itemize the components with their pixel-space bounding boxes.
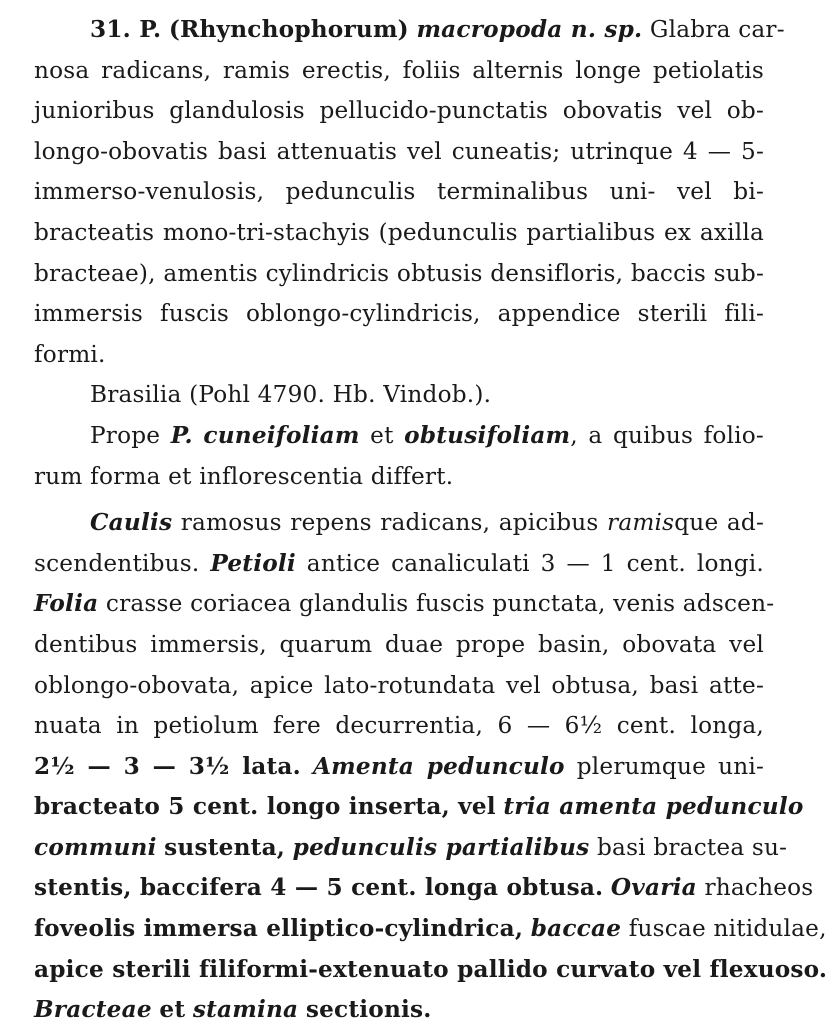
term-petioli: Petioli	[210, 549, 296, 577]
diagnosis-line-5: immerso-venulosis, pedunculis terminalibus uni- vel bi-	[34, 178, 764, 206]
locality-text: Brasilia (Pohl 4790. Hb. Vindob.).	[90, 381, 492, 409]
et-text: et	[159, 996, 186, 1024]
measurement-lata: 2½ — 3 — 3½ lata.	[34, 752, 301, 780]
diagnosis-line-9: formi.	[34, 340, 106, 368]
term-stamina: stamina	[192, 996, 299, 1024]
term-communi: communi	[34, 833, 157, 861]
species-number: 31. P.	[90, 16, 162, 43]
description-line-7	[34, 747, 764, 788]
diagnosis-start: Glabra car-	[649, 16, 785, 43]
baccifera-text: stentis, baccifera 4 — 5 cent. longa obtusa.	[34, 874, 604, 902]
diagnosis-line-4: longo-obovatis basi attenuatis vel cuneatis; utrinque 4 — 5-	[34, 137, 764, 165]
affinity-rest: , a quibus folio-	[570, 421, 764, 449]
affinity-line-2: rum forma et inflorescentia differt.	[34, 462, 454, 490]
diagnosis-line-6: bracteatis mono-tri-stachyis (pedunculis partialibus ex axilla	[34, 218, 764, 246]
description-line-5: oblongo-obovata, apice lato-rotundata vel obtusa, basi atte-	[34, 671, 764, 699]
term-bracteae: Bracteae	[34, 996, 152, 1024]
affinity-prope: Prope	[90, 421, 161, 449]
petioli-text: antice canaliculati 3 — 1 cent. longi.	[306, 549, 764, 577]
term-ramis: ramis	[607, 509, 675, 537]
fuscae-text: fuscae nitidulae,	[628, 915, 827, 943]
bractea-text: basi bractea su-	[597, 833, 788, 861]
affinity-genus: P.	[170, 421, 193, 449]
term-pedunculis: pedunculis partialibus	[292, 833, 590, 861]
diagnosis-line-8: immersis fuscis oblongo-cylindricis, appendice sterili fili-	[34, 300, 764, 328]
term-amenta: Amenta pedunculo	[312, 752, 565, 780]
affinity-et: et	[370, 421, 394, 449]
term-ovaria: Ovaria	[610, 874, 697, 902]
locality-line	[34, 375, 764, 416]
affinity-species-2: obtusifoliam	[404, 421, 571, 449]
folia-text: crasse coriacea glandulis fuscis punctata, venis adscen-	[105, 590, 775, 618]
species-name: macropoda n. sp.	[416, 16, 643, 43]
description-line-11	[34, 909, 827, 950]
description-line-2	[34, 544, 764, 585]
term-folia: Folia	[34, 590, 99, 618]
description-line-4: dentibus immersis, quarum duae prope basin, obovata vel	[34, 630, 764, 658]
description-line-12: apice sterili filiformi-extenuato pallido curvato vel flexuoso.	[34, 955, 827, 983]
rhacheos-text: rhacheos	[704, 874, 814, 902]
term-caulis: Caulis	[90, 509, 173, 537]
ramis-suffix: que ad-	[674, 509, 764, 537]
description-line-1	[34, 503, 764, 544]
description-line-9	[34, 828, 788, 869]
amenta-text: plerumque uni-	[576, 752, 764, 780]
affinity-line-1	[34, 416, 764, 457]
description-line-8	[34, 787, 804, 828]
sustenta-text: sustenta,	[164, 833, 286, 861]
diagnosis-line-2: nosa radicans, ramis erectis, foliis alternis longe petiolatis	[34, 56, 764, 84]
description-line-13	[34, 990, 764, 1031]
species-subgenus: (Rhynchophorum)	[168, 16, 409, 43]
species-line-1	[34, 10, 785, 51]
scendentibus-text: scendentibus.	[34, 549, 200, 577]
foveolis-text: foveolis immersa elliptico-cylindrica,	[34, 915, 524, 943]
description-line-3	[34, 584, 775, 625]
caulis-text: ramosus repens radicans, apicibus	[180, 509, 599, 537]
description-line-10	[34, 868, 814, 909]
diagnosis-line-3: junioribus glandulosis pellucido-punctatis obovatis vel ob-	[34, 97, 764, 125]
affinity-species-1: cuneifoliam	[203, 421, 360, 449]
description-line-6: nuata in petiolum fere decurrentia, 6 — 6½ cent. longa,	[34, 712, 764, 740]
term-tria-amenta: tria amenta pedunculo	[503, 793, 804, 821]
sectionis-text: sectionis.	[305, 996, 432, 1024]
term-baccae: baccae	[530, 915, 622, 943]
diagnosis-line-7: bracteae), amentis cylindricis obtusis densifloris, baccis sub-	[34, 259, 764, 287]
bracteato-text: bracteato 5 cent. longo inserta, vel	[34, 793, 496, 821]
